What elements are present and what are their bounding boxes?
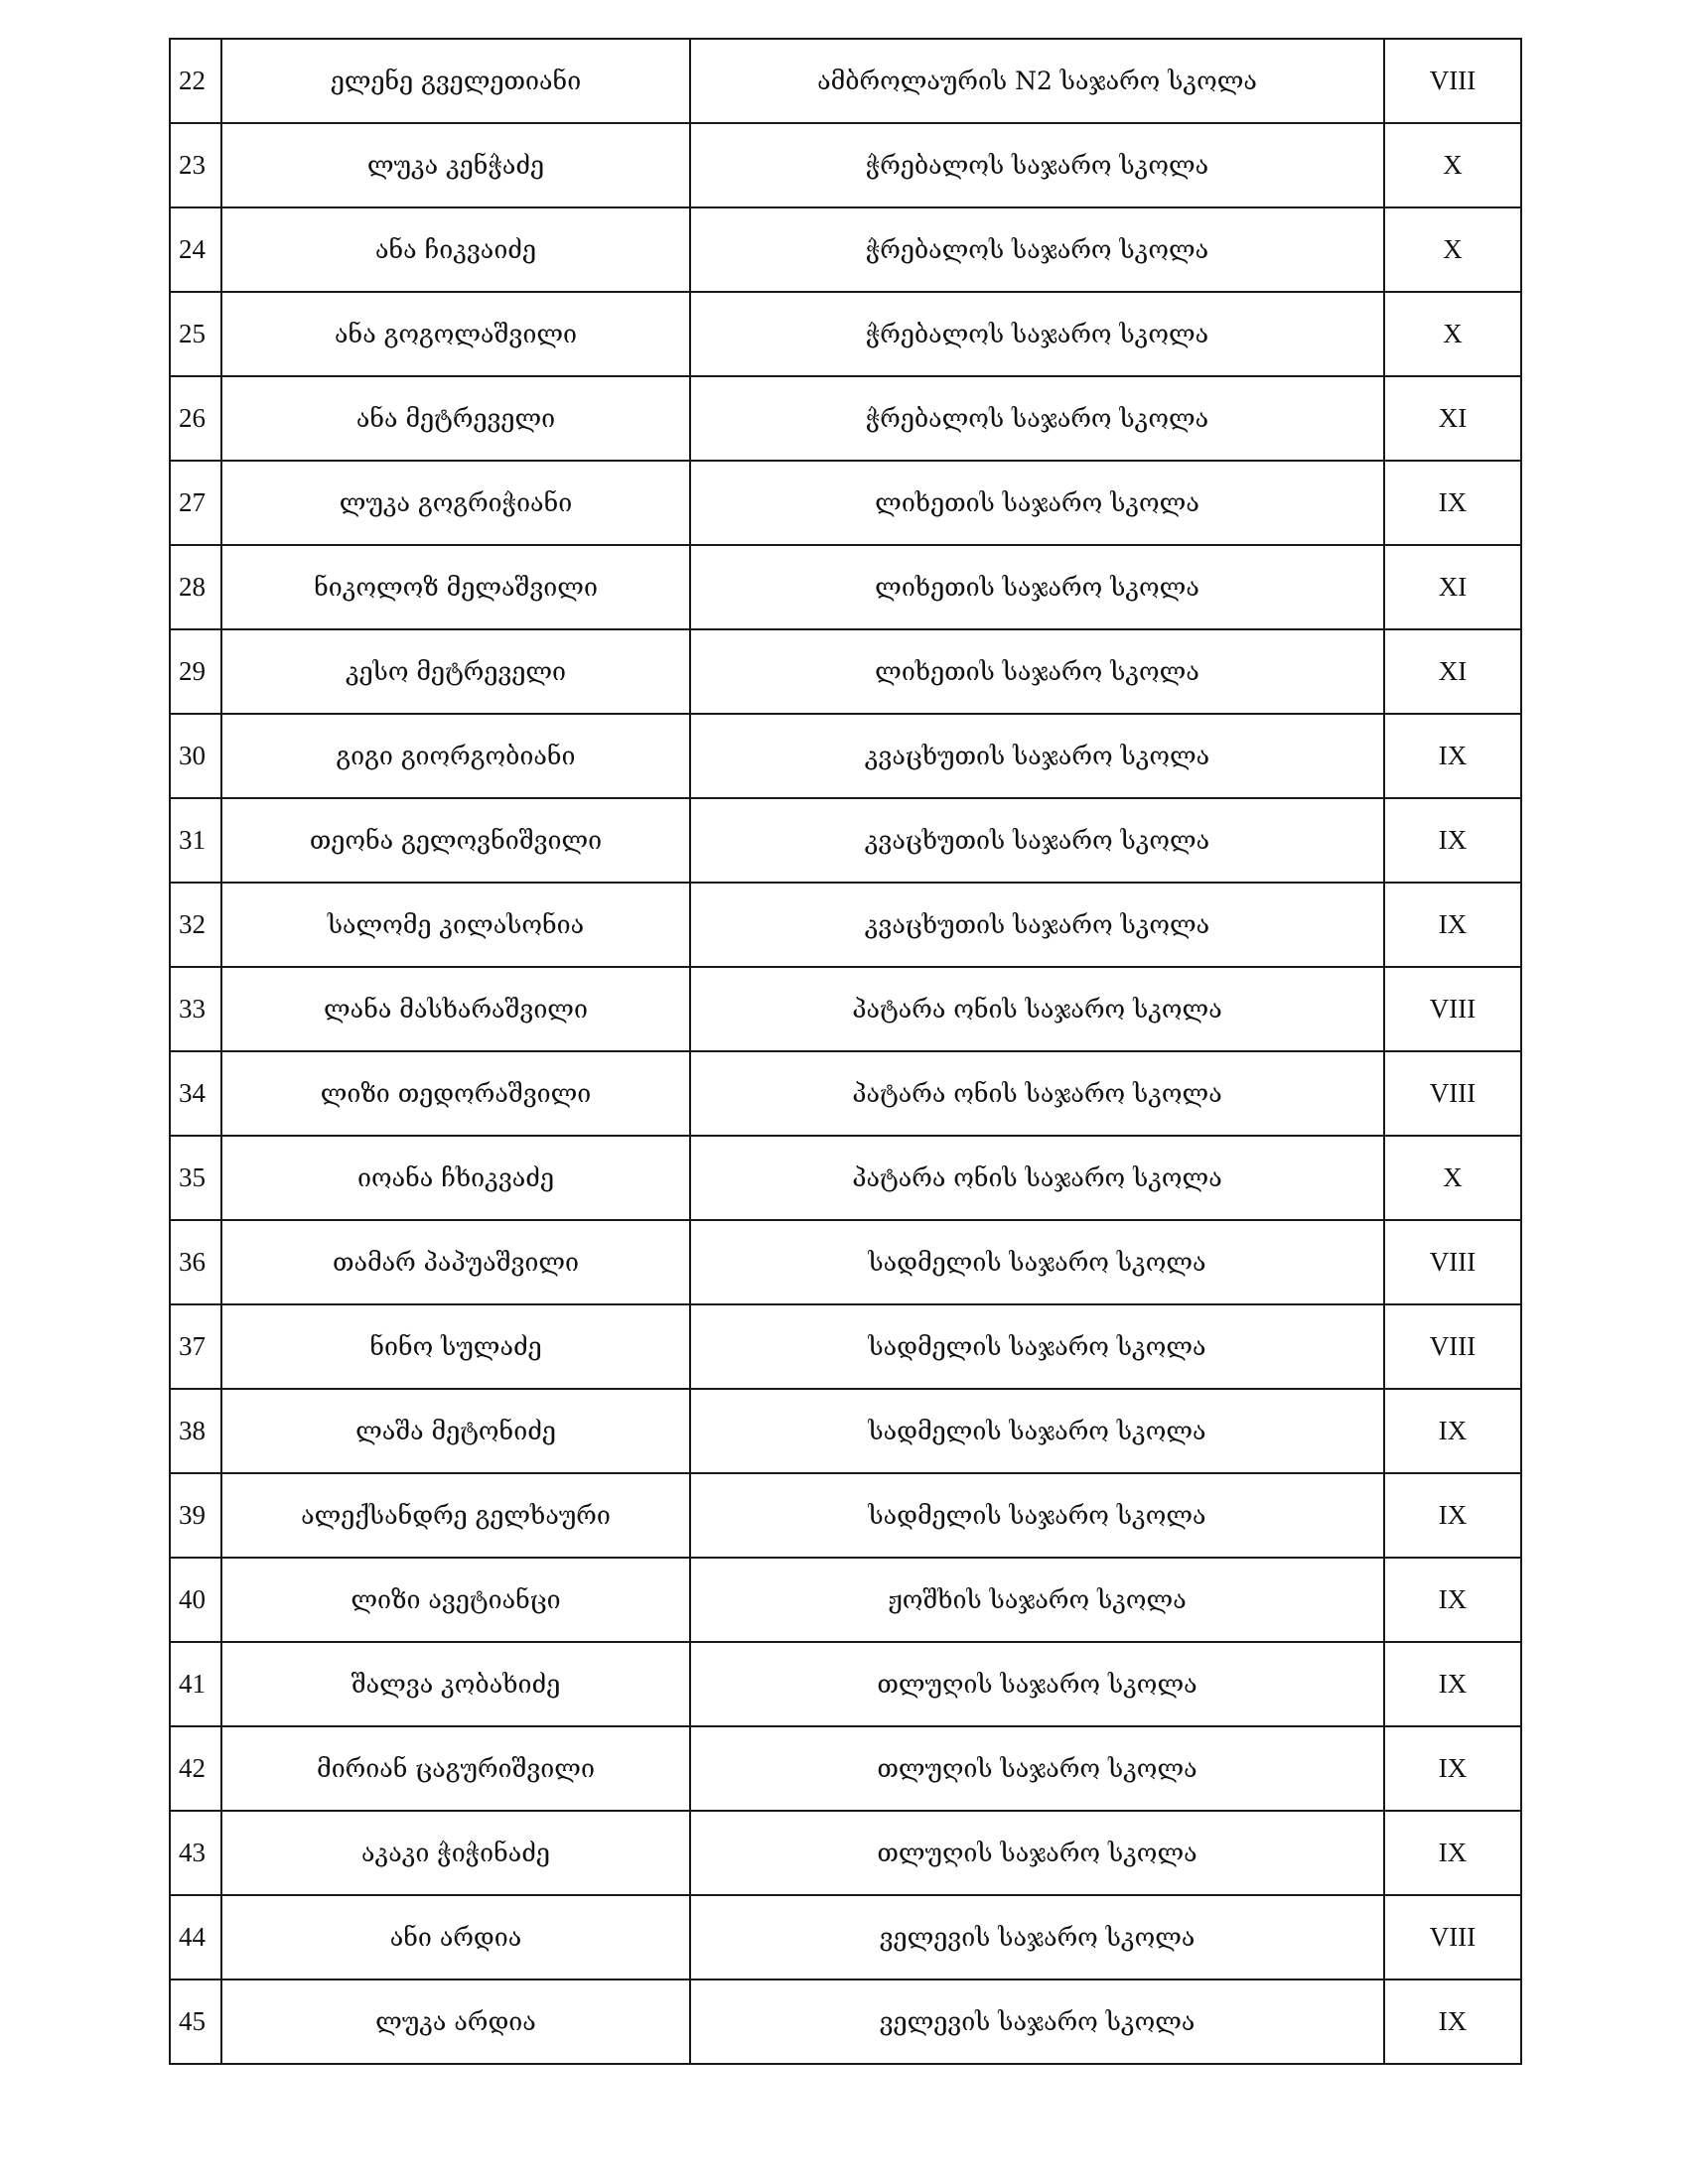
grade-level: X <box>1384 207 1521 292</box>
grade-level: VIII <box>1384 967 1521 1051</box>
table-row <box>170 1304 1521 1389</box>
table-row <box>170 1979 1521 2064</box>
table-row <box>170 883 1521 967</box>
row-number: 44 <box>170 1895 221 1979</box>
student-name: გიგი გიორგობიანი <box>221 714 690 798</box>
school-name: პატარა ონის საჯარო სკოლა <box>690 967 1384 1051</box>
school-name: სადმელის საჯარო სკოლა <box>690 1389 1384 1473</box>
school-name: ლიხეთის საჯარო სკოლა <box>690 629 1384 714</box>
table-row <box>170 629 1521 714</box>
grade-level: XI <box>1384 545 1521 629</box>
student-name: ლაშა მეტონიძე <box>221 1389 690 1473</box>
row-number: 24 <box>170 207 221 292</box>
row-number: 33 <box>170 967 221 1051</box>
row-number: 38 <box>170 1389 221 1473</box>
table-row <box>170 207 1521 292</box>
row-number: 32 <box>170 883 221 967</box>
table-row <box>170 123 1521 207</box>
table-row <box>170 1642 1521 1726</box>
school-name: ამბროლაურის N2 საჯარო სკოლა <box>690 39 1384 123</box>
row-number: 36 <box>170 1220 221 1304</box>
grade-level: IX <box>1384 1979 1521 2064</box>
row-number: 31 <box>170 798 221 883</box>
row-number: 42 <box>170 1726 221 1811</box>
school-name: სადმელის საჯარო სკოლა <box>690 1473 1384 1558</box>
table-row <box>170 461 1521 545</box>
student-name: ნინო სულაძე <box>221 1304 690 1389</box>
school-name: კვაცხუთის საჯარო სკოლა <box>690 714 1384 798</box>
table-row <box>170 714 1521 798</box>
student-name: ნიკოლოზ მელაშვილი <box>221 545 690 629</box>
table-row <box>170 967 1521 1051</box>
table-row <box>170 1558 1521 1642</box>
table-row <box>170 1051 1521 1136</box>
grade-level: X <box>1384 292 1521 376</box>
row-number: 39 <box>170 1473 221 1558</box>
grade-level: IX <box>1384 1811 1521 1895</box>
table-row <box>170 1726 1521 1811</box>
school-name: ჭრებალოს საჯარო სკოლა <box>690 376 1384 461</box>
student-name: აკაკი ჭიჭინაძე <box>221 1811 690 1895</box>
grade-level: X <box>1384 123 1521 207</box>
grade-level: IX <box>1384 714 1521 798</box>
student-name: იოანა ჩხიკვაძე <box>221 1136 690 1220</box>
row-number: 29 <box>170 629 221 714</box>
grade-level: VIII <box>1384 1895 1521 1979</box>
student-name: ლუკა კენჭაძე <box>221 123 690 207</box>
school-name: პატარა ონის საჯარო სკოლა <box>690 1051 1384 1136</box>
table-row <box>170 1473 1521 1558</box>
row-number: 41 <box>170 1642 221 1726</box>
student-name: ელენე გველეთიანი <box>221 39 690 123</box>
school-name: ველევის საჯარო სკოლა <box>690 1895 1384 1979</box>
grade-level: IX <box>1384 1726 1521 1811</box>
student-name: თამარ პაპუაშვილი <box>221 1220 690 1304</box>
table-row <box>170 376 1521 461</box>
school-name: ლიხეთის საჯარო სკოლა <box>690 461 1384 545</box>
school-name: პატარა ონის საჯარო სკოლა <box>690 1136 1384 1220</box>
school-name: კვაცხუთის საჯარო სკოლა <box>690 883 1384 967</box>
table-row <box>170 292 1521 376</box>
student-table-body <box>170 39 1521 2064</box>
grade-level: IX <box>1384 1642 1521 1726</box>
row-number: 40 <box>170 1558 221 1642</box>
student-name: ანა გოგოლაშვილი <box>221 292 690 376</box>
student-name: ანა მეტრეველი <box>221 376 690 461</box>
school-name: ჭრებალოს საჯარო სკოლა <box>690 292 1384 376</box>
row-number: 27 <box>170 461 221 545</box>
student-name: ლუკა გოგრიჭიანი <box>221 461 690 545</box>
student-name: ლანა მასხარაშვილი <box>221 967 690 1051</box>
table-row <box>170 1811 1521 1895</box>
table-row <box>170 798 1521 883</box>
school-name: ლიხეთის საჯარო სკოლა <box>690 545 1384 629</box>
row-number: 25 <box>170 292 221 376</box>
school-name: თლუღის საჯარო სკოლა <box>690 1726 1384 1811</box>
student-name: ლიზი ავეტიანცი <box>221 1558 690 1642</box>
table-row <box>170 1136 1521 1220</box>
school-name: ჭრებალოს საჯარო სკოლა <box>690 207 1384 292</box>
table-row <box>170 39 1521 123</box>
row-number: 43 <box>170 1811 221 1895</box>
school-name: სადმელის საჯარო სკოლა <box>690 1304 1384 1389</box>
grade-level: IX <box>1384 883 1521 967</box>
student-name: ლუკა არდია <box>221 1979 690 2064</box>
row-number: 26 <box>170 376 221 461</box>
grade-level: VIII <box>1384 1051 1521 1136</box>
row-number: 37 <box>170 1304 221 1389</box>
grade-level: IX <box>1384 461 1521 545</box>
student-name: სალომე კილასონია <box>221 883 690 967</box>
row-number: 23 <box>170 123 221 207</box>
student-name: თეონა გელოვნიშვილი <box>221 798 690 883</box>
row-number: 45 <box>170 1979 221 2064</box>
grade-level: VIII <box>1384 1304 1521 1389</box>
table-row <box>170 545 1521 629</box>
row-number: 34 <box>170 1051 221 1136</box>
row-number: 35 <box>170 1136 221 1220</box>
student-name: ანა ჩიკვაიძე <box>221 207 690 292</box>
grade-level: IX <box>1384 1389 1521 1473</box>
row-number: 30 <box>170 714 221 798</box>
grade-level: VIII <box>1384 1220 1521 1304</box>
student-name: შალვა კობახიძე <box>221 1642 690 1726</box>
school-name: სადმელის საჯარო სკოლა <box>690 1220 1384 1304</box>
grade-level: IX <box>1384 1473 1521 1558</box>
school-name: თლუღის საჯარო სკოლა <box>690 1811 1384 1895</box>
school-name: ჭრებალოს საჯარო სკოლა <box>690 123 1384 207</box>
grade-level: IX <box>1384 1558 1521 1642</box>
grade-level: X <box>1384 1136 1521 1220</box>
school-name: თლუღის საჯარო სკოლა <box>690 1642 1384 1726</box>
grade-level: XI <box>1384 629 1521 714</box>
student-name: მირიან ცაგურიშვილი <box>221 1726 690 1811</box>
table-row <box>170 1220 1521 1304</box>
student-name: ანი არდია <box>221 1895 690 1979</box>
grade-level: IX <box>1384 798 1521 883</box>
student-name: ლიზი თედორაშვილი <box>221 1051 690 1136</box>
school-name: ველევის საჯარო სკოლა <box>690 1979 1384 2064</box>
school-name: კვაცხუთის საჯარო სკოლა <box>690 798 1384 883</box>
grade-level: VIII <box>1384 39 1521 123</box>
table-row <box>170 1895 1521 1979</box>
student-name: კესო მეტრეველი <box>221 629 690 714</box>
table-row <box>170 1389 1521 1473</box>
student-name: ალექსანდრე გელხაური <box>221 1473 690 1558</box>
row-number: 28 <box>170 545 221 629</box>
row-number: 22 <box>170 39 221 123</box>
school-name: ჟოშხის საჯარო სკოლა <box>690 1558 1384 1642</box>
grade-level: XI <box>1384 376 1521 461</box>
student-table <box>169 38 1522 2065</box>
